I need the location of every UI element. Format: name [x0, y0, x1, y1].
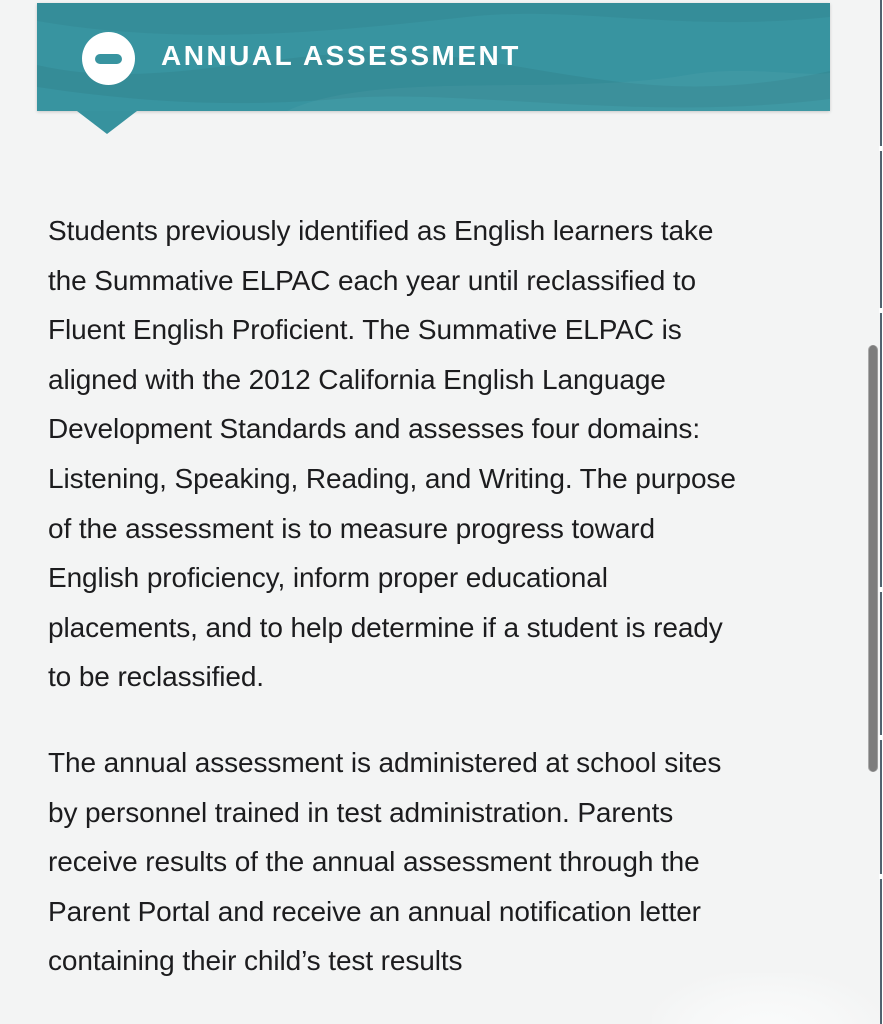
paragraph: [48, 206, 823, 702]
text-line: receive results of the annual assessment through the: [48, 846, 700, 878]
text-line: Parent Portal and receive an annual notification letter: [48, 895, 701, 927]
text-line: English proficiency, inform proper educational: [48, 562, 608, 594]
collapse-minus-icon[interactable]: [82, 32, 135, 85]
text-line: of the assessment is to measure progress toward: [48, 512, 655, 544]
text-line: to be reclassified.: [48, 661, 264, 693]
edge-line-gap: [879, 587, 883, 592]
edge-line-gap: [879, 874, 883, 879]
text-line: Students previously identified as English learners take: [48, 215, 714, 246]
banner-pointer-arrow: [77, 111, 137, 134]
next-card-corner: [652, 973, 880, 1024]
edge-line-gap: [879, 308, 883, 313]
text-line: by personnel trained in test administration. Parents: [48, 796, 674, 828]
annual-assessment-accordion-header[interactable]: [37, 3, 830, 111]
text-line: Development Standards and assesses four domains:: [48, 413, 701, 445]
text-line: the Summative ELPAC each year until reclassified to: [48, 264, 697, 296]
text-line: The annual assessment is administered at school sites: [48, 746, 722, 778]
text-line: Listening, Speaking, Reading, and Writing. The purpose: [48, 462, 736, 494]
text-line: aligned with the 2012 California English Language: [48, 363, 666, 395]
paragraph: [48, 738, 823, 986]
section-body-text: [48, 206, 823, 986]
edge-line-gap: [879, 146, 883, 151]
minus-glyph: [95, 54, 122, 64]
text-line: containing their child’s test results: [48, 945, 463, 977]
scrollbar-thumb[interactable]: [868, 345, 878, 772]
edge-line-gap: [879, 735, 883, 740]
section-title: ANNUAL ASSESSMENT: [161, 40, 521, 71]
text-line: Fluent English Proficient. The Summative ELPAC is: [48, 314, 682, 346]
text-line: placements, and to help determine if a student is ready: [48, 611, 723, 643]
